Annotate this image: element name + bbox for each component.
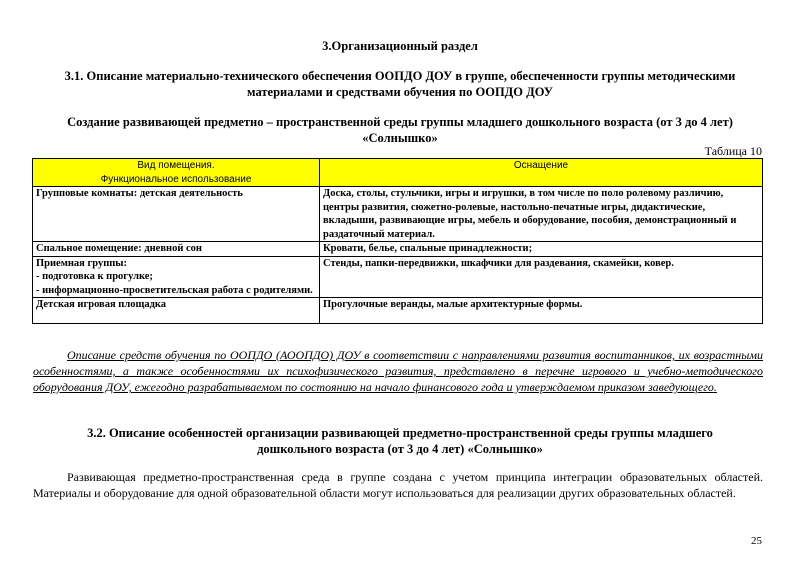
page-number: 25	[751, 535, 762, 547]
title-line: материалами и средствами обучения по ООПДО ДОУ	[247, 85, 553, 99]
section-title: 3.Организационный раздел	[322, 39, 478, 53]
subsection-2-title	[0, 425, 800, 457]
title-line: дошкольного возраста (от 3 до 4 лет) «Солнышко»	[257, 442, 543, 456]
equipment-cell: Стенды, папки-передвижки, шкафчики для раздевания, скамейки, ковер.	[320, 256, 763, 298]
room-cell: Групповые комнаты: детская деятельность	[33, 187, 320, 242]
table-row	[33, 242, 763, 257]
means-paragraph: Описание средств обучения по ООПДО (АООПДО) ДОУ в соответствии с направлениями развития воспитанников, их возрастными особенностями, а также особенностями их психофизического развития, представлено в перечне игрового и учебно-методического оборудования ДОУ, ежегодно разрабатываемом по состоянию на начало финансового года и утверждаемом приказом заведующего.	[33, 348, 763, 394]
subsection-1-title	[0, 68, 800, 100]
table-caption: Таблица 10	[704, 144, 762, 158]
header-line: Функциональное использование	[100, 173, 252, 185]
equipment-cell: Прогулочные веранды, малые архитектурные формы.	[320, 298, 763, 324]
header-line: Вид помещения.	[137, 160, 215, 171]
table-row	[33, 187, 763, 242]
equipment-cell: Кровати, белье, спальные принадлежности;	[320, 242, 763, 257]
equipment-table	[32, 158, 763, 324]
header-equipment: Оснащение	[320, 159, 763, 187]
equipment-cell: Доска, столы, стульчики, игры и игрушки, в том числе по поло ролевому различию, центры развития, сюжетно-ролевые, настольно-печатные игры, дидактические, вкладыши, развивающие игры, мебель и оборудование, пособия, демонстрационный и раздаточный материал.	[320, 187, 763, 242]
room-cell: Детская игровая площадка	[33, 298, 320, 324]
environment-title	[0, 114, 800, 146]
title-line: 3.2. Описание особенностей организации развивающей предметно-пространственной среды группы младшего	[87, 426, 713, 440]
header-room	[33, 159, 320, 187]
room-cell: Спальное помещение: дневной сон	[33, 242, 320, 257]
title-line: 3.1. Описание материально-технического обеспечения ООПДО ДОУ в группе, обеспеченности группы методическими	[64, 69, 736, 83]
table-header-row	[33, 159, 763, 187]
environment-paragraph: Развивающая предметно-пространственная среда в группе создана с учетом принципа интеграции образовательных областей. Материалы и оборудование для одной образовательной области могут использоваться для реализации других образовательных областей.	[33, 470, 763, 500]
title-line: Создание развивающей предметно – пространственной среды группы младшего дошкольного возраста (от 3 до 4 лет)	[67, 115, 733, 129]
title-line: «Солнышко»	[362, 131, 438, 145]
room-cell: Приемная группы: - подготовка к прогулке; - информационно-просветительская работа с родителями.	[33, 256, 320, 298]
table-row	[33, 298, 763, 324]
table-row	[33, 256, 763, 298]
